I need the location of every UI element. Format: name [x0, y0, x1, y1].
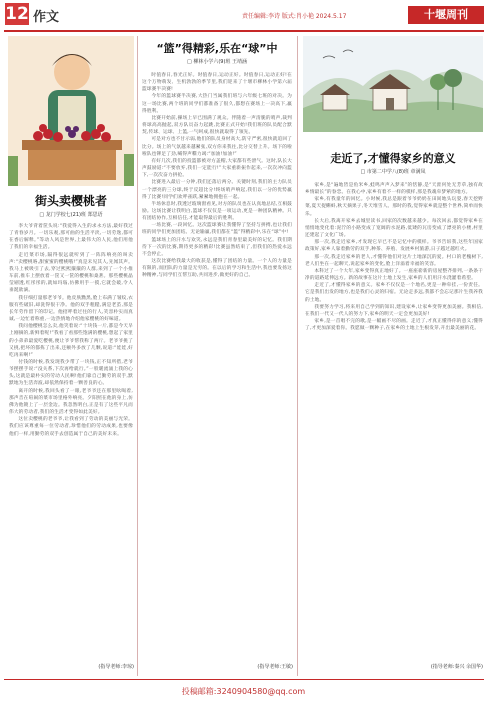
- section-title: 作文: [33, 10, 60, 25]
- paragraph: 时值春日,春光正好。时值春日,运动正好。时值春日,运动正好!在这个万物萌发、生机勃勃的季节里,我们迎来了十堰市柳林小学第六届篮球赛半决赛!: [142, 73, 292, 93]
- footer-contact: 投稿邮箱:3240904580@qq.com: [181, 687, 306, 696]
- paragraph: 家乡,是“遍地皆是鱼米乡,蛙鸣声声入梦来”的恬静,是“天涯何处无芳草,独有故乡情最长”的眷恋。在我心中,家乡有着不一样的模样,那是我魂牵梦萦的地方。: [305, 183, 483, 196]
- paragraph: 我仔细打量那老爷爷。他皮肤黝黑,脸上布满了皱纹,衣服有些破旧,却洗得很干净。他的双手粗糙,满是老茧,那是长年劳作留下的印记。他招呼着过往的行人,笑容朴实而真诚,一边忙着称重,一边热情地介绍他家樱桃的好味道。: [9, 295, 133, 323]
- article-body: [142, 72, 292, 656]
- teacher-credit: (指导老师:王敏): [257, 664, 293, 670]
- article-title: 街头卖樱桃者: [34, 194, 107, 208]
- paragraph: 那一次,我走近家乡,才发现它早已不是记忆中的模样。爷爷告诉我,这些年国家政策好,家乡人靠着勤劳的双手,种茶、养殖、发展乡村旅游,日子越过越红火。: [305, 240, 483, 253]
- paragraph: 这次比赛给我最大的收获是,懂得了团结的力量。一个人的力量是有限的,而团队的力量是无穷的。在以后的学习和生活中,我也要发扬这种精神,与同学们互帮互助,共同进步,做更好的自己。: [142, 259, 292, 279]
- footer-rule: [4, 679, 484, 680]
- article-byline: □ 柳林小学六(9)班 王靖涵: [187, 59, 247, 65]
- paragraph: 比赛开始前,操场上早已围满了观众。伴随着一声清脆的哨声,裁判将球高高抛起,双方队员奋力起跳,比赛正式开始!我们班的队员配合默契,传球、运球、上篮,一气呵成,很快就取得了领先。: [142, 115, 292, 136]
- paragraph: 比赛进入最后一分钟,我们还落后两分。关键时刻,我们的主力队员一个漂亮的三分球,终于反超比分!终场哨声响起,我们以一分的优势赢得了比赛!同学们欢呼雀跃,紧紧地拥抱在一起。: [142, 180, 292, 200]
- paragraph: 那一次,我走近家乡的老人,才懂得他们对这片土地深沉的爱。村口的老槐树下,老人们坐在一起聊天,说起家乡的变化,脸上洋溢着幸福的笑容。: [305, 254, 483, 267]
- header-meta: 责任编辑:李诗 版式:肖小艳 2024.5.17: [242, 13, 347, 20]
- paragraph: 本科过了一个大年,家乡变得真正地好了。一座座崭新的房屋整齐排列,一条条干净的道路延伸远方。新的故事在这片土地上发生,家乡的人们用汗水浇灌着希望。: [305, 268, 483, 282]
- paragraph: 家乡,是一首唱不完的歌,是一幅画不尽的画。走近了,才真正懂得你的意义;懂得了,才更加深爱着你。我愿做一颗种子,在家乡的土地上生根发芽,开出最美丽的花。: [305, 318, 483, 332]
- column-divider: [137, 36, 138, 676]
- paragraph: 一场比赛,一段回忆。这次篮球赛让我懂得了坚持与拼搏,也让我们班的同学们更加团结。无论输赢,我们都在“篮”得精彩中,乐在“球”中!: [142, 223, 292, 236]
- brand-logo: 十堰周刊: [408, 6, 484, 24]
- article-body: [305, 182, 483, 656]
- paragraph: 半场休息时,我透过玻璃窗看见,对方的队员也在认真地总结,互相鼓励。这场比赛让我明白,篮球不仅仅是一项运动,更是一种团队精神。只有团结协作,互相信任,才能取得最后的胜利。: [142, 201, 292, 222]
- paragraph: 付钱的时候,我发现我少带了一块钱,正不知所措,老爷爷摆摆手说:“没关系,下次再给就行。”一股暖流涌上我的心头,这就是最朴实的劳动人民啊!他们靠自己勤劳的双手,默默地为生活奔波,却依然保持着一颗善良的心。: [9, 359, 133, 387]
- paragraph: 这位卖樱桃的老爷爷,让我看到了劳动的美丽与光荣。我们应该尊重每一位劳动者,珍惜他们的劳动成果,也要像他们一样,用勤劳的双手去创造属于自己的美好未来。: [9, 417, 133, 437]
- paragraph: 家乡,有我童年的回忆。小时候,我总是跟着爷爷奶奶在田间地头玩耍,春天挖野菜,夏天捉蝌蚪,秋天摘果子,冬天堆雪人。那时的我,觉得家乡就是整个世界,简单而快乐。: [305, 197, 483, 217]
- paragraph: 今年的篮球赛半决赛,大热门当属我们班与六年级七班的对决。为这一场比赛,两个班的同学们都准备了很久,都想在赛场上一决高下,赢得胜利。: [142, 94, 292, 114]
- paragraph: 有好几次,我们的投篮都被对方盖帽,大家都有些泄气。这时,队长大声鼓励道:“不要放弃,我们一定能行!”大家重新振作起来,一次次冲向篮下,一次次奋力拼抢。: [142, 158, 292, 179]
- paragraph: 我要努力学习,将来用自己学到的知识,建设家乡,让家乡变得更加美丽。我相信,在我们一代又一代人的努力下,家乡的明天一定会更加美好!: [305, 304, 483, 317]
- paragraph: 篮球场上的汗水与欢笑,永远是我们青春里最美好的记忆。我们期待下一次的比赛,期待更多的精彩!比赛虽然结束了,但我们的热爱永远不会停止。: [142, 237, 292, 257]
- paragraph: 走近了,才懂得家乡的意义。家乡不仅仅是一个地名,更是一种牵挂,一份责任。它是我们出发的地方,也是我们心灵的归宿。无论走多远,我都不会忘记那片生我养我的土地。: [305, 283, 483, 303]
- teacher-credit: (指导老师:秦兴 余国华): [430, 664, 483, 670]
- hometown-illustration: [303, 36, 483, 132]
- article-byline: □ 市第二中学八(8)班 章满凤: [360, 169, 426, 175]
- paragraph: 长大后,我离开家乡去城里读书,回家的次数越来越少。每次回去,都觉得家乡在悄悄地变化着:泥泞的小路变成了宽阔的水泥路,低矮的瓦房变成了漂亮的小楼,村里还建起了文化广场。: [305, 218, 483, 239]
- teacher-credit: (指导老师:李琼): [98, 664, 134, 670]
- paragraph: 可是对方也不甘示弱,他们的队员身材高大,防守严密,很快就追回了比分。场上的气氛越来越紧张,双方你来我往,比分交替上升。场下的啦啦队也铆足了劲,喊得声嘶力竭:“加油!加油!”: [142, 137, 292, 157]
- page-number: 12: [5, 4, 29, 24]
- article-title: 走近了,才懂得家乡的意义: [330, 152, 456, 165]
- paragraph: 走近菜市场,隔得很远就听到了一阵阵响亮的叫卖声:“卖樱桃咯,甜蜜蜜的樱桃哦!”真是未见其人,先闻其声。我马上被吸引了去,穿过熙熙攘攘的人群,来到了一个小推车前,推车上摆放着一筐又一筐的樱桃和桑葚。那些樱桃晶莹剔透,红彤彤的,就如玛瑙,仿佛用手一摸,它就会破,令人垂涎欲滴。: [9, 252, 133, 294]
- header-rule: [4, 30, 484, 32]
- article-title: “篮”得精彩,乐在“球”中: [156, 42, 278, 55]
- paragraph: 我问他樱桃怎么卖,他笑着说:“十块钱一斤,都是今天早上刚摘的,新鲜着呢!”我看了看那些饱满的樱桃,想起了家里的小弟弟最爱吃樱桃,便让爷爷帮我称了两斤。老爷爷挑了又挑,把坏的都拣了出来,还额外多放了几颗,说道:“娃娃,好吃再来啊!”: [9, 324, 133, 358]
- paragraph: 离开的时候,我回头看了一眼,老爷爷还在那里吆喝着,那声音在喧闹的菜市场里格外响亮。夕阳照在他的身上,仿佛为他镀上了一层金边。我忽然明白,正是有了这些平凡而伟大的劳动者,我们的生活才变得如此美好。: [9, 388, 133, 416]
- article-byline: □ 龙门学校七(21)班 郑思语: [39, 212, 103, 218]
- vendor-illustration: [8, 36, 134, 186]
- paragraph: 李大爷背着筐头说:“我爱得入生的求永方法,最好我过了青春岁月。一切乐观,那可曲的生活平淡,一切劳逸,都可在香后解释。”等动人风是世界,上最伟大的人民,他们用他了我们的幸福生活。: [9, 224, 133, 251]
- article-body: [9, 223, 133, 656]
- column-divider: [297, 36, 298, 676]
